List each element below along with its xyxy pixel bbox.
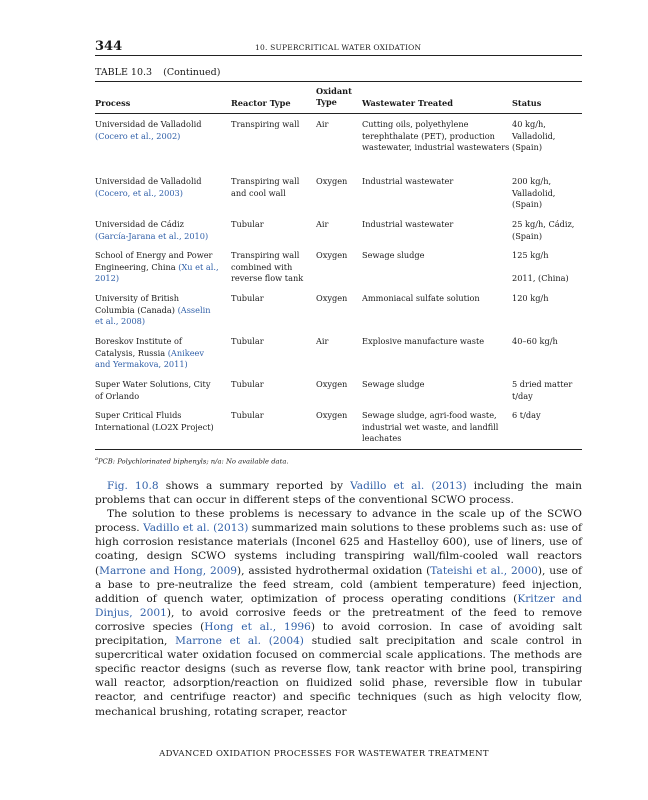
page-footer: ADVANCED OXIDATION PROCESSES FOR WASTEWATER TREATMENT	[159, 749, 489, 759]
table-row-status: 125 kg/h 2011, (China)	[512, 250, 569, 284]
header-status: Status	[512, 98, 542, 108]
citation-link[interactable]: (Cocero, et al., 2003)	[95, 187, 183, 198]
table-bottom-rule	[95, 449, 582, 450]
table-row-oxidant-type: Oxygen	[316, 379, 348, 389]
table-row-reactor-type: Transpiring wall combined with reverse flow tank	[231, 250, 304, 284]
table-row-oxidant-type: Air	[316, 336, 329, 346]
table-row-process: Super Water Solutions, City of Orlando	[95, 379, 211, 401]
table-row-status: 25 kg/h, Cádiz, (Spain)	[512, 219, 575, 241]
table-row-status: 6 t/day	[512, 410, 541, 420]
citation-link[interactable]: (Anikeev and Yermakova, 2011)	[95, 347, 205, 370]
table-row-reactor-type: Tubular	[231, 410, 264, 420]
table-row-process: Universidad de Valladolid (Cocero, et al., 2003)	[95, 176, 202, 198]
table-row-oxidant-type: Oxygen	[316, 410, 348, 420]
citation-link[interactable]: Vadillo et al. (2013)	[143, 522, 249, 535]
table-row-reactor-type: Transpiring wall and cool wall	[231, 176, 300, 198]
citation-link[interactable]: Tateishi et al., 2000	[430, 564, 538, 577]
table-row-status: 40–60 kg/h	[512, 336, 558, 346]
table-row-process: School of Energy and Power Engineering, China (Xu et al., 2012)	[95, 250, 219, 284]
table-row-wastewater: Cutting oils, polyethylene terephthalate (PET), production wastewater, industrial wastewaters	[362, 119, 510, 153]
table-row-process: Boreskov Institute of Catalysis, Russia (Anikeev and Yermakova, 2011)	[95, 336, 205, 370]
table-row-process: Super Critical Fluids International (LO2X Project)	[95, 410, 214, 432]
table-row-status: 5 dried matter t/day	[512, 379, 573, 401]
table-row-wastewater: Sewage sludge, agri-food waste, industrial wet waste, and landfill leachates	[362, 410, 499, 444]
table-row-oxidant-type: Air	[316, 119, 329, 129]
header-process: Process	[95, 98, 131, 108]
paragraph-2: The solution to these problems is necessary to advance in the scale up of the SCWO process. Vadillo et al. (2013) summarized main solutions to these problems such as: use of high corrosion resistance materials (Inconel 625 and Hastelloy 600), use of liners, use of coating, design SCWO systems including transpiring wall/film-cooled wall reactors (Marrone and Hong, 2009), assisted hydrothermal oxidation (Tateishi et al., 2000), use of a base to pre-neutralize the feed stream, cold (ambient temperature) feed injection, addition of quench water, optimization of process operating conditions (Kritzer and Dinjus, 2001), to avoid corrosive feeds or the pretreatment of the feed to remove corrosive species (Hong et al., 1996) to avoid corrosion. In case of avoiding salt precipitation, Marrone et al. (2004) studied salt precipitation and scale control in supercritical water oxidation focused on commercial scale applications. The methods are specific reactor designs (such as reverse flow, tank reactor with brine pool, transpiring wall reactor, adsorption/reaction on fluidized solid phase, reversible flow in tubular reactor, and centrifuge reactor) and specific techniques (such as high velocity flow, mechanical brushing, rotating scraper, reactor	[95, 508, 582, 718]
citation-link[interactable]: Marrone and Hong, 2009	[99, 564, 237, 577]
table-row-status: 120 kg/h	[512, 293, 549, 303]
citation-link[interactable]: Marrone et al. (2004)	[175, 635, 304, 648]
table-caption-text: (Continued)	[163, 67, 221, 78]
table-row-wastewater: Industrial wastewater	[362, 219, 454, 229]
table-row-reactor-type: Transpiring wall	[231, 119, 300, 129]
table-row-reactor-type: Tubular	[231, 293, 264, 303]
table-footnote	[95, 456, 289, 465]
table-row-wastewater: Sewage sludge	[362, 250, 425, 260]
citation-link[interactable]: (García-Jarana et al., 2010)	[95, 230, 209, 241]
table-row-status: 40 kg/h, Valladolid, (Spain)	[512, 119, 556, 153]
citation-link[interactable]: (Asselin et al., 2008)	[95, 304, 211, 327]
footnote-marker: a	[95, 456, 98, 462]
table-top-rule	[95, 81, 582, 82]
table-row-oxidant-type: Oxygen	[316, 250, 348, 260]
citation-link[interactable]: (Cocero et al., 2002)	[95, 130, 181, 141]
running-header: 10. SUPERCRITICAL WATER OXIDATION	[255, 43, 422, 52]
citation-link[interactable]: Kritzer and Dinjus, 2001	[95, 592, 582, 619]
table-row-wastewater: Sewage sludge	[362, 379, 425, 389]
citation-link[interactable]: Vadillo et al. (2013)	[350, 480, 467, 492]
header-reactor-type: Reactor Type	[231, 98, 291, 108]
citation-link[interactable]: Hong et al., 1996	[204, 620, 311, 633]
table-row-process: Universidad de Cádiz (García-Jarana et al., 2010)	[95, 219, 209, 241]
citation-link[interactable]: (Xu et al., 2012)	[95, 261, 219, 284]
table-row-oxidant-type: Oxygen	[316, 176, 348, 186]
table-row-wastewater: Explosive manufacture waste	[362, 336, 485, 346]
table-number: TABLE 10.3	[95, 67, 153, 78]
header-wastewater-treated: Wastewater Treated	[362, 98, 453, 108]
table-row-wastewater: Industrial wastewater	[362, 176, 454, 186]
table-row-process: University of British Columbia (Canada) (Asselin et al., 2008)	[95, 293, 211, 327]
table-row-wastewater: Ammoniacal sulfate solution	[362, 293, 480, 303]
body-text	[95, 479, 582, 719]
table-row-reactor-type: Tubular	[231, 379, 264, 389]
page-number: 344	[95, 39, 123, 54]
table-row-process: Universidad de Valladolid (Cocero et al., 2002)	[95, 119, 202, 141]
table-row-oxidant-type: Air	[316, 219, 329, 229]
paragraph-1: Fig. 10.8 shows a summary reported by Vadillo et al. (2013) including the main problems that can occur in different steps of the conventional SCWO process.	[95, 480, 583, 507]
table-row-reactor-type: Tubular	[231, 219, 264, 229]
header-rule	[95, 55, 582, 56]
citation-link[interactable]: Fig. 10.8	[107, 480, 159, 492]
table-header-rule	[95, 113, 582, 114]
header-oxidant-type: Oxidant Type	[316, 86, 352, 107]
table-row-reactor-type: Tubular	[231, 336, 264, 346]
table-row-oxidant-type: Oxygen	[316, 293, 348, 303]
footnote-text: PCB: Polychlorinated biphenyls; n/a: No available data.	[97, 457, 289, 466]
table-row-status: 200 kg/h, Valladolid, (Spain)	[512, 176, 556, 210]
table-caption	[95, 67, 220, 78]
